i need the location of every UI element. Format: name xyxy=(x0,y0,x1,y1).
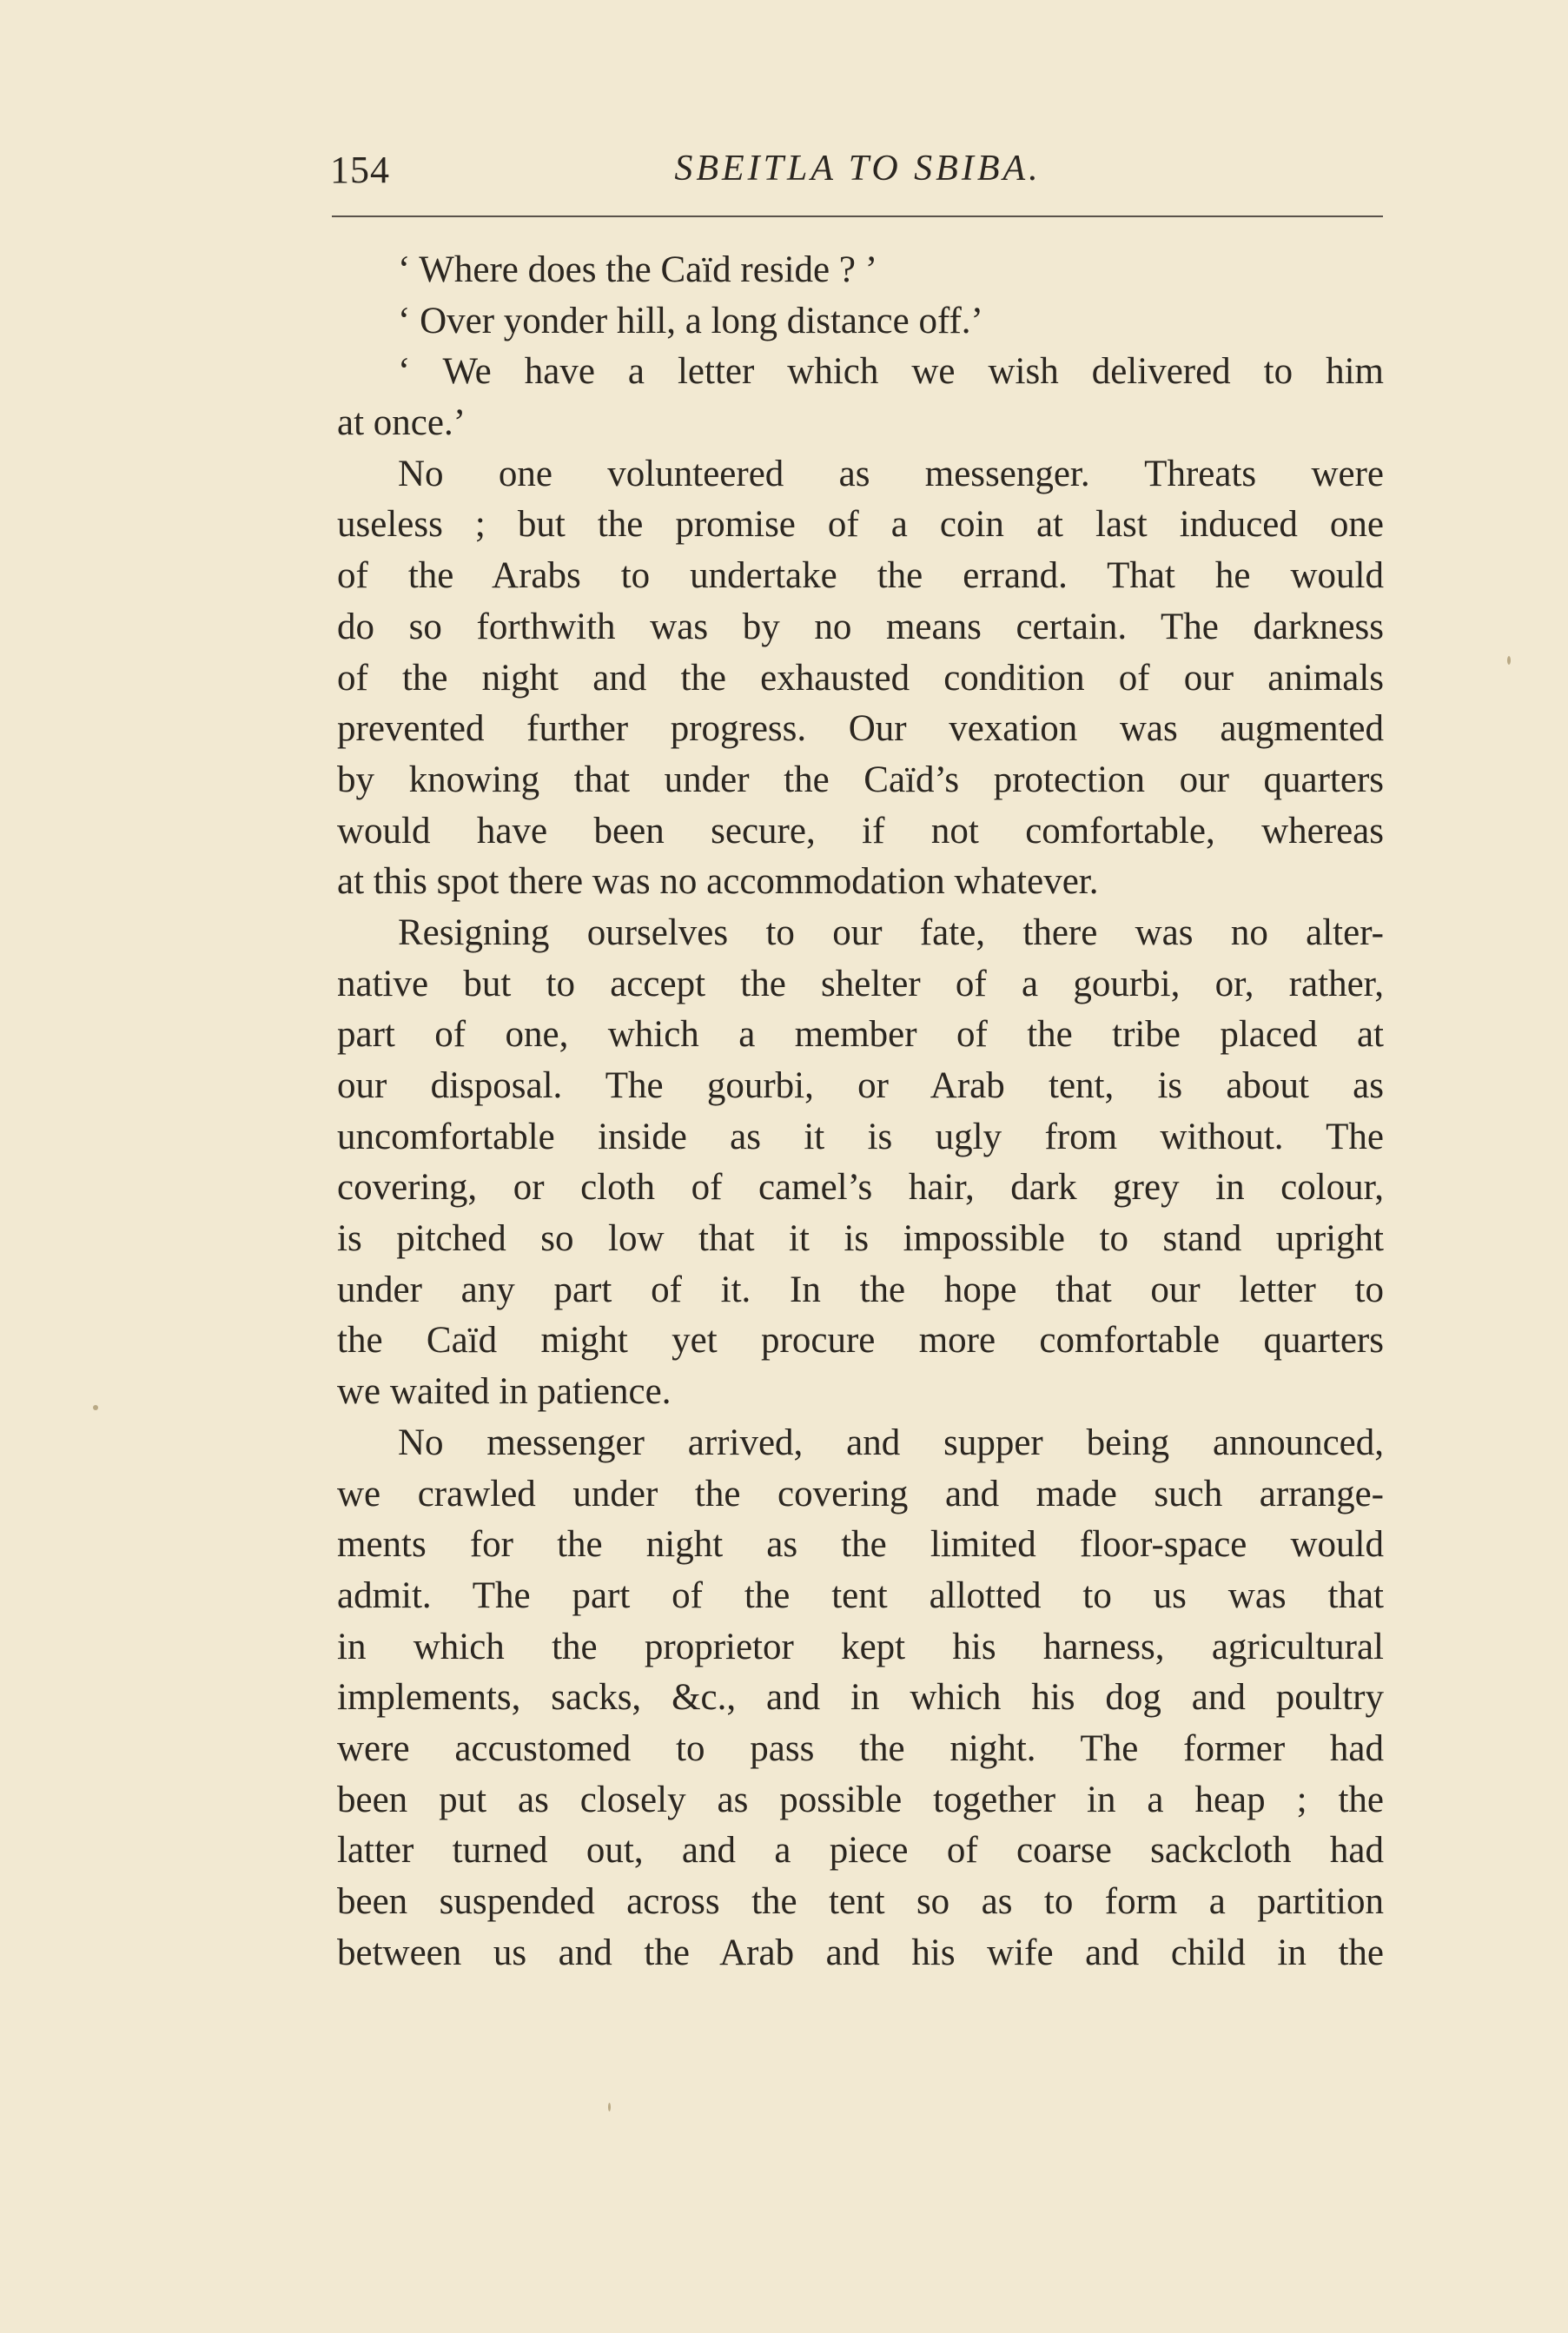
text-line: at this spot there was no accommodation whatever. xyxy=(337,861,1099,903)
text-line: at once.’ xyxy=(337,402,466,444)
text-line: prevented further progress. Our vexation was augmented xyxy=(337,708,1384,750)
text-line: part of one, which a member of the tribe placed at xyxy=(337,1014,1384,1056)
text-line: would have been secure, if not comfortable, whereas xyxy=(337,810,1384,852)
text-line: uncomfortable inside as it is ugly from without. The xyxy=(337,1116,1384,1157)
text-line: we waited in patience. xyxy=(337,1371,672,1413)
text-line: in which the proprietor kept his harness, agricultural xyxy=(337,1626,1384,1667)
text-line: were accustomed to pass the night. The former had xyxy=(337,1727,1384,1769)
text-line: native but to accept the shelter of a gourbi, or, rather, xyxy=(337,963,1384,1004)
page-header xyxy=(330,148,1386,200)
page-number: 154 xyxy=(330,149,390,191)
text-line: our disposal. The gourbi, or Arab tent, is about as xyxy=(337,1065,1384,1106)
text-line: ‘ Where does the Caïd reside ? ’ xyxy=(398,249,878,290)
text-line: of the Arabs to undertake the errand. That he would xyxy=(337,555,1384,597)
text-line: do so forthwith was by no means certain. The darkness xyxy=(337,606,1384,647)
text-line: ‘ We have a letter which we wish delivered to him xyxy=(398,351,1384,393)
text-line: ments for the night as the limited floor-space would xyxy=(337,1524,1384,1566)
text-line: by knowing that under the Caïd’s protection our quarters xyxy=(337,759,1384,800)
paper-speck xyxy=(93,1405,98,1410)
text-line: been suspended across the tent so as to form a partition xyxy=(337,1881,1384,1922)
text-line: covering, or cloth of camel’s hair, dark grey in colour, xyxy=(337,1167,1384,1209)
text-line: Resigning ourselves to our fate, there was no alter- xyxy=(398,911,1384,953)
running-head: SBEITLA TO SBIBA. xyxy=(674,149,1042,189)
text-line: useless ; but the promise of a coin at last induced one xyxy=(337,504,1384,546)
text-line: between us and the Arab and his wife and child in the xyxy=(337,1932,1384,1973)
text-line: is pitched so low that it is impossible to stand upright xyxy=(337,1218,1384,1260)
text-line: of the night and the exhausted condition of our animals xyxy=(337,657,1384,699)
body-text xyxy=(337,245,1384,1978)
text-line: No one volunteered as messenger. Threats were xyxy=(398,453,1384,494)
paper-speck xyxy=(1507,656,1511,665)
text-line: ‘ Over yonder hill, a long distance off.’ xyxy=(398,300,983,341)
text-line: under any part of it. In the hope that our letter to xyxy=(337,1269,1384,1310)
text-line: we crawled under the covering and made such arrange- xyxy=(337,1473,1384,1514)
text-line: implements, sacks, &c., and in which his dog and poultry xyxy=(337,1677,1384,1719)
paper-speck xyxy=(608,2103,611,2111)
text-line: No messenger arrived, and supper being announced, xyxy=(398,1422,1384,1463)
text-line: the Caïd might yet procure more comfortable quarters xyxy=(337,1320,1384,1362)
header-rule xyxy=(332,215,1383,217)
text-line: admit. The part of the tent allotted to us was that xyxy=(337,1574,1384,1616)
text-line: latter turned out, and a piece of coarse sackcloth had xyxy=(337,1830,1384,1872)
text-line: been put as closely as possible together in a heap ; the xyxy=(337,1779,1384,1820)
